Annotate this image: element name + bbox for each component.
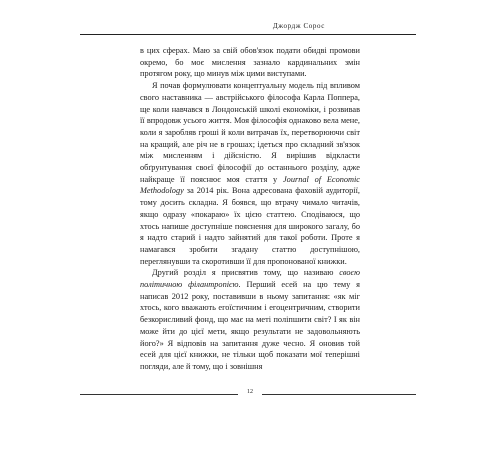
journal-title: Journal of Economic Methodology xyxy=(140,174,360,196)
paragraph-2 xyxy=(140,80,360,267)
footer-rule-left xyxy=(80,394,238,395)
italic-term: своєю політичною філантропією xyxy=(140,268,360,290)
paragraph-1: в цих сферах. Маю за свій обов'язок подати обидві промови окремо, бо моє мислення зазнало кардинальних змін протягом року, що минув між цими виступами. xyxy=(140,46,360,79)
paragraph-3-part-1: Другий розділ я присвятив тому, що називаю xyxy=(152,268,340,278)
running-head: Джордж Сорос xyxy=(272,22,325,30)
paragraph-2-part-2: за 2014 рік. Вона адресована фаховій аудиторії, тому досить складна. Я боявся, що втрачу чимало читачів, якщо одразу «покараю» їх цією статтею. Сподіваюся, що хтось напише доступніше пояснення для широкого загалу, бо я надто старий і надто зайнятий для такої роботи. Проте я намагався зробити згадану статтю доступнішою, переглянувши та скоротивши її для пропонованої книжки. xyxy=(140,186,360,266)
body-text xyxy=(140,45,360,373)
paragraph-3 xyxy=(140,267,360,372)
footer-rule-right xyxy=(262,394,416,395)
paragraph-2-part-1: Я почав формулювати концептуальну модель під впливом свого наставника — австрійського філософа Карла Поппера, ще коли навчався в Лондонській школі економіки, і розвивав її впродовж усього життя. Моя філософія однаково вела мене, коли я заробляв гроші й коли витрачав їх, перетворюючи світ на кращий, але річ не в грошах; ідеться про складний зв'язок між мисленням і дійсністю. Я вирішив відкласти обґрунтування своєї філософії до останнього розділу, адже найкраще її пояснює моя стаття у xyxy=(140,81,360,184)
paragraph-3-part-2: . Перший есей на цю тему я написав 2012 року, поставивши в ньому запитання: «як міг хтось, кого вважають егоїстичним і егоцентричним, створити безкорисливий фонд, що має на меті поліпшити світ? І як він може йти до цієї мети, якщо результати не задовольняють його?» Я відповів на запитання дуже чесно. Я оновив той есей для цієї книжки, не тільки щоб показати мої теперішні погляди, але й тому, що і зовнішня xyxy=(140,280,360,371)
header-rule xyxy=(80,34,416,35)
page-number: 12 xyxy=(247,389,253,395)
